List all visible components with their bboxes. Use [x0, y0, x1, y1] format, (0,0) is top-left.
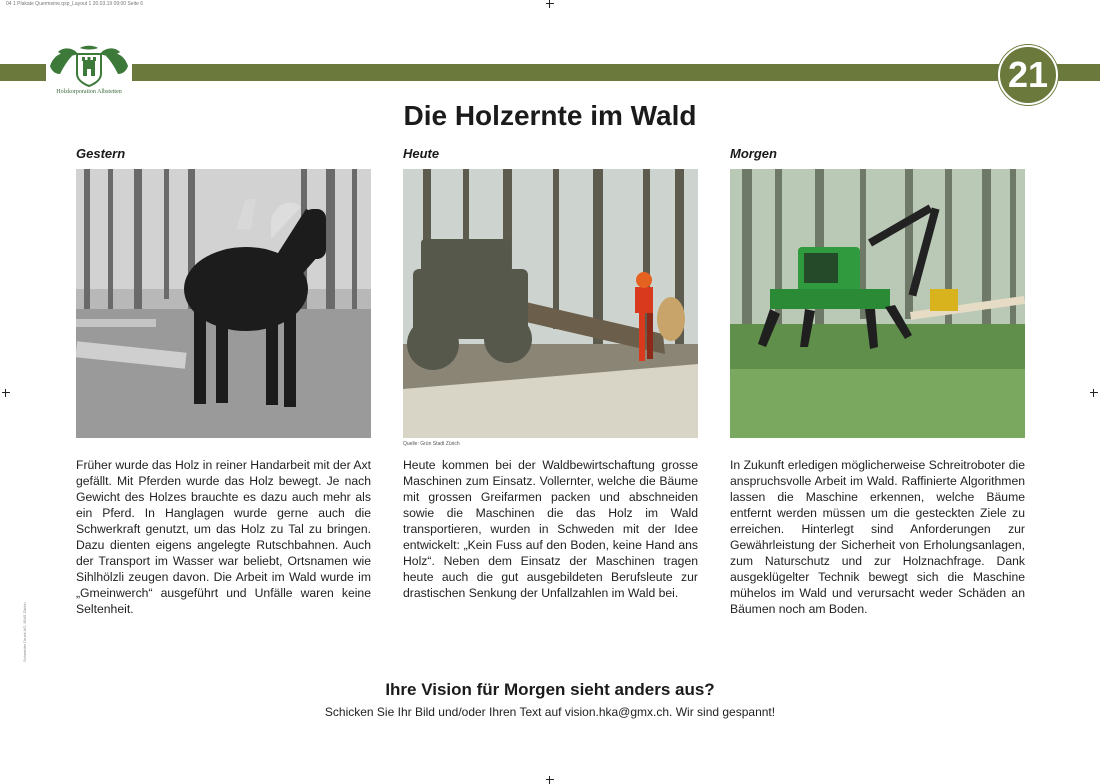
cta-title: Ihre Vision für Morgen sieht anders aus? [385, 680, 715, 699]
registration-mark-left [2, 389, 10, 397]
print-slug: 04 1 Plakate Quermeine.qxp_Layout 1 20.03.19 09:00 Seite 6 [6, 1, 144, 7]
tree-castle-logo-icon [46, 44, 132, 88]
heading-morgen: Morgen [730, 146, 777, 161]
page-number-badge: 21 [998, 45, 1058, 105]
registration-mark-right [1090, 389, 1098, 397]
cta-text: Schicken Sie Ihr Bild und/oder Ihren Text auf vision.hka@gmx.ch. Wir sind gespannt! [324, 705, 776, 719]
photo-harvester-chainsaw [403, 169, 698, 438]
header-band-right [131, 64, 1100, 81]
page-title: Die Holzernte im Wald [403, 100, 697, 131]
photo-credit: Quelle: Grün Stadt Zürich [403, 441, 460, 447]
text-heute: Heute kommen bei der Waldbewirtschaftung grosse Maschinen zum Einsatz. Vollernter, welche die Bäume mit grossen Greifarmen packen und abschneiden sowie die Maschinen die das Holz im Wald transportieren, wurden in Schweden mit der Idee entwickelt: „Kein Fuss auf den Boden, keine Hand ans Holz“. Neben dem Einsatz der Maschinen tragen heute auch die gut ausgebildeten Berufsleute zur drastischen Senkung der Unfallzahlen im Wald bei. [403, 458, 698, 600]
registration-mark-bottom [546, 776, 554, 784]
photo-horse-logging [76, 169, 371, 438]
printer-note: Schneider Druck AG, 8045 Zürich [22, 602, 27, 662]
photo-walking-harvester [730, 169, 1025, 438]
heading-gestern: Gestern [76, 146, 126, 161]
text-morgen: In Zukunft erledigen möglicherweise Schreitroboter die anspruchsvolle Arbeit im Wald. Raffinierte Algorithmen lassen die Maschine erkennen, welche Bäume entfernt werden müssen um die gesteckten Ziele zu erreichen. Hinterlegt sind Anforderungen zur Gewährleistung der Sicherheit von Erholungsanlagen, zum Naturschutz und zur Holznachfrage. Dank ausgeklügelter Technik bewegt sich die Maschine mühelos im Wald und verursacht weder Schäden an Bäumen noch am Boden. [730, 458, 1025, 616]
registration-mark-top [546, 0, 554, 8]
heading-heute: Heute [403, 146, 440, 161]
logo-caption: Holzkorporation Albstetten [56, 89, 122, 95]
header-band-left [0, 64, 48, 81]
text-gestern: Früher wurde das Holz in reiner Handarbeit mit der Axt gefällt. Mit Pferden wurde das Holz bewegt. Je nach Gewicht des Holzes brauchte es dazu auch mehr als ein Pferd. In Hanglagen wurde gerne auch die Schwerkraft genutzt, um das Holz zu Tal zu bringen. Dazu dienten eigens angelegte Rutschbahnen. Auch der Transport im Wasser war beliebt, Ortsnamen wie Sihlhölzli zeugen davon. Die Arbeit im Wald wurde im „Gmeinwerch“ ausgeführt und Unfälle waren keine Seltenheit. [76, 458, 371, 616]
